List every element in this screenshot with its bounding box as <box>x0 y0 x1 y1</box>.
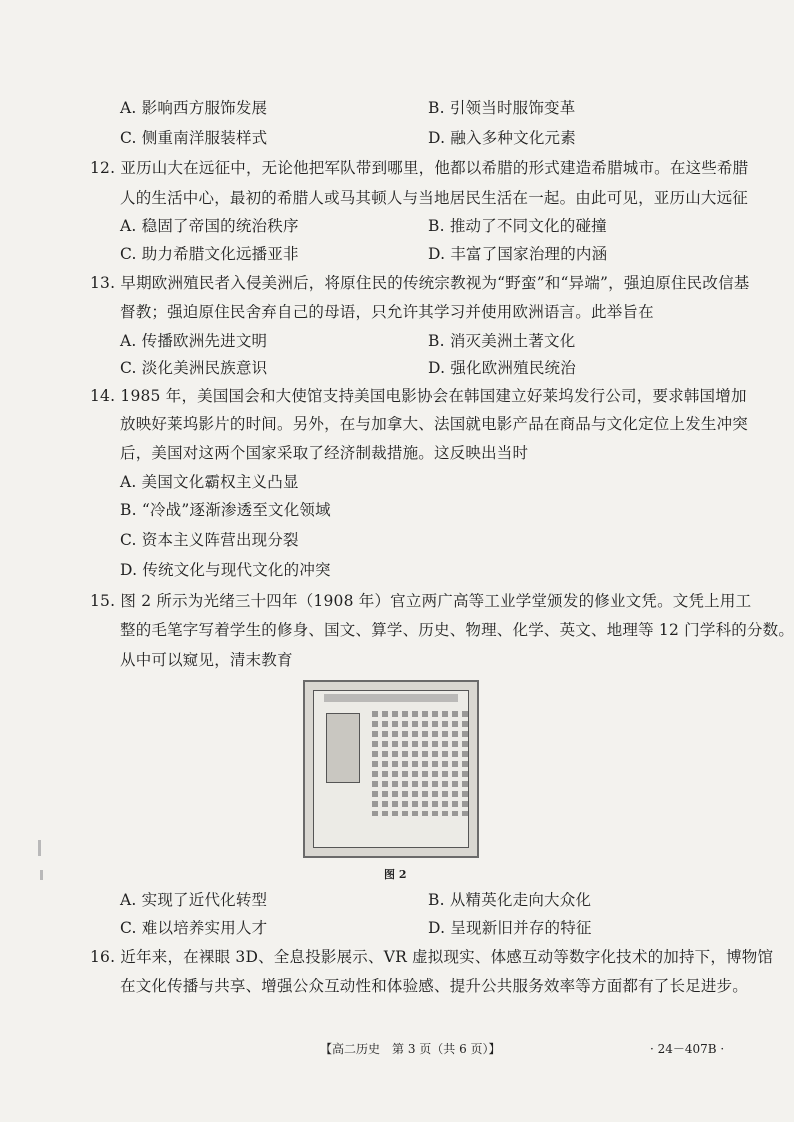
diploma-text-column <box>432 711 438 816</box>
diploma-image <box>313 690 469 848</box>
q13-option-d: D. 强化欧洲殖民统治 <box>428 359 576 377</box>
q16-stem-line-1: 16. 近年来，在裸眼 3D、全息投影展示、VR 虚拟现实、体感互动等数字化技术的加持下，博物馆 <box>90 948 774 966</box>
diploma-text-column <box>392 711 398 816</box>
q14-option-b: B. “冷战”逐渐渗透至文化领域 <box>120 501 331 519</box>
q16-stem-line-2: 在文化传播与共享、增强公众互动性和体验感、提升公共服务效率等方面都有了长足进步。 <box>120 977 749 995</box>
q12-option-b: B. 推动了不同文化的碰撞 <box>428 217 607 235</box>
scan-artifact <box>38 840 41 856</box>
diploma-header-band <box>324 694 458 702</box>
q15-option-a: A. 实现了近代化转型 <box>120 891 268 909</box>
q12-option-d: D. 丰富了国家治理的内涵 <box>428 245 608 263</box>
q13-option-c: C. 淡化美洲民族意识 <box>120 359 268 377</box>
q15-stem-line-3: 从中可以窥见，清末教育 <box>120 651 293 669</box>
figure-caption: 图 2 <box>384 868 407 881</box>
q14-option-d: D. 传统文化与现代文化的冲突 <box>120 561 331 579</box>
q15-option-b: B. 从精英化走向大众化 <box>428 891 592 909</box>
diploma-text-column <box>442 711 448 816</box>
diploma-text-column <box>422 711 428 816</box>
q12-stem-line-2: 人的生活中心，最初的希腊人或马其顿人与当地居民生活在一起。由此可见，亚历山大远征 <box>120 189 749 207</box>
q11-option-d: D. 融入多种文化元素 <box>428 129 576 147</box>
q12-option-c: C. 助力希腊文化远播亚非 <box>120 245 299 263</box>
q11-option-a: A. 影响西方服饰发展 <box>120 99 268 117</box>
footer-code: · 24－407B · <box>650 1042 725 1056</box>
q15-stem-line-2: 整的毛笔字写着学生的修身、国文、算学、历史、物理、化学、英文、地理等 12 门学科的分数。 <box>120 621 794 639</box>
diploma-text-column <box>372 711 378 816</box>
diploma-text-column <box>452 711 458 816</box>
q15-stem-line-1: 15. 图 2 所示为光绪三十四年（1908 年）官立两广高等工业学堂颁发的修业文凭。文凭上用工 <box>90 592 752 610</box>
q12-option-a: A. 稳固了帝国的统治秩序 <box>120 217 299 235</box>
footer-page-info: 【高二历史 第 3 页（共 6 页）】 <box>320 1042 501 1056</box>
q14-stem-line-2: 放映好莱坞影片的时间。另外，在与加拿大、法国就电影产品在商品与文化定位上发生冲突 <box>120 415 749 433</box>
q14-option-a: A. 美国文化霸权主义凸显 <box>120 473 299 491</box>
diploma-text-column <box>382 711 388 816</box>
diploma-seal <box>326 713 360 783</box>
q13-stem-line-1: 13. 早期欧洲殖民者入侵美洲后，将原住民的传统宗教视为“野蛮”和“异端”，强迫原住民改信基 <box>90 274 750 292</box>
q13-stem-line-2: 督教；强迫原住民舍弃自己的母语，只允许其学习并使用欧洲语言。此举旨在 <box>120 303 654 321</box>
q11-option-b: B. 引领当时服饰变革 <box>428 99 576 117</box>
q12-stem-line-1: 12. 亚历山大在远征中，无论他把军队带到哪里，他都以希腊的形式建造希腊城市。在这些希腊 <box>90 159 749 177</box>
scan-artifact <box>40 870 43 880</box>
diploma-text-column <box>402 711 408 816</box>
diploma-text-column <box>412 711 418 816</box>
q11-option-c: C. 侧重南洋服装样式 <box>120 129 268 147</box>
q15-option-c: C. 难以培养实用人才 <box>120 919 268 937</box>
q13-option-b: B. 消灭美洲土著文化 <box>428 332 576 350</box>
q13-option-a: A. 传播欧洲先进文明 <box>120 332 268 350</box>
q14-option-c: C. 资本主义阵营出现分裂 <box>120 531 299 549</box>
q14-stem-line-1: 14. 1985 年，美国国会和大使馆支持美国电影协会在韩国建立好莱坞发行公司，要求韩国增加 <box>90 387 747 405</box>
q15-option-d: D. 呈现新旧并存的特征 <box>428 919 592 937</box>
diploma-figure <box>303 680 479 858</box>
diploma-text-column <box>462 711 468 816</box>
q14-stem-line-3: 后，美国对这两个国家采取了经济制裁措施。这反映出当时 <box>120 444 529 462</box>
